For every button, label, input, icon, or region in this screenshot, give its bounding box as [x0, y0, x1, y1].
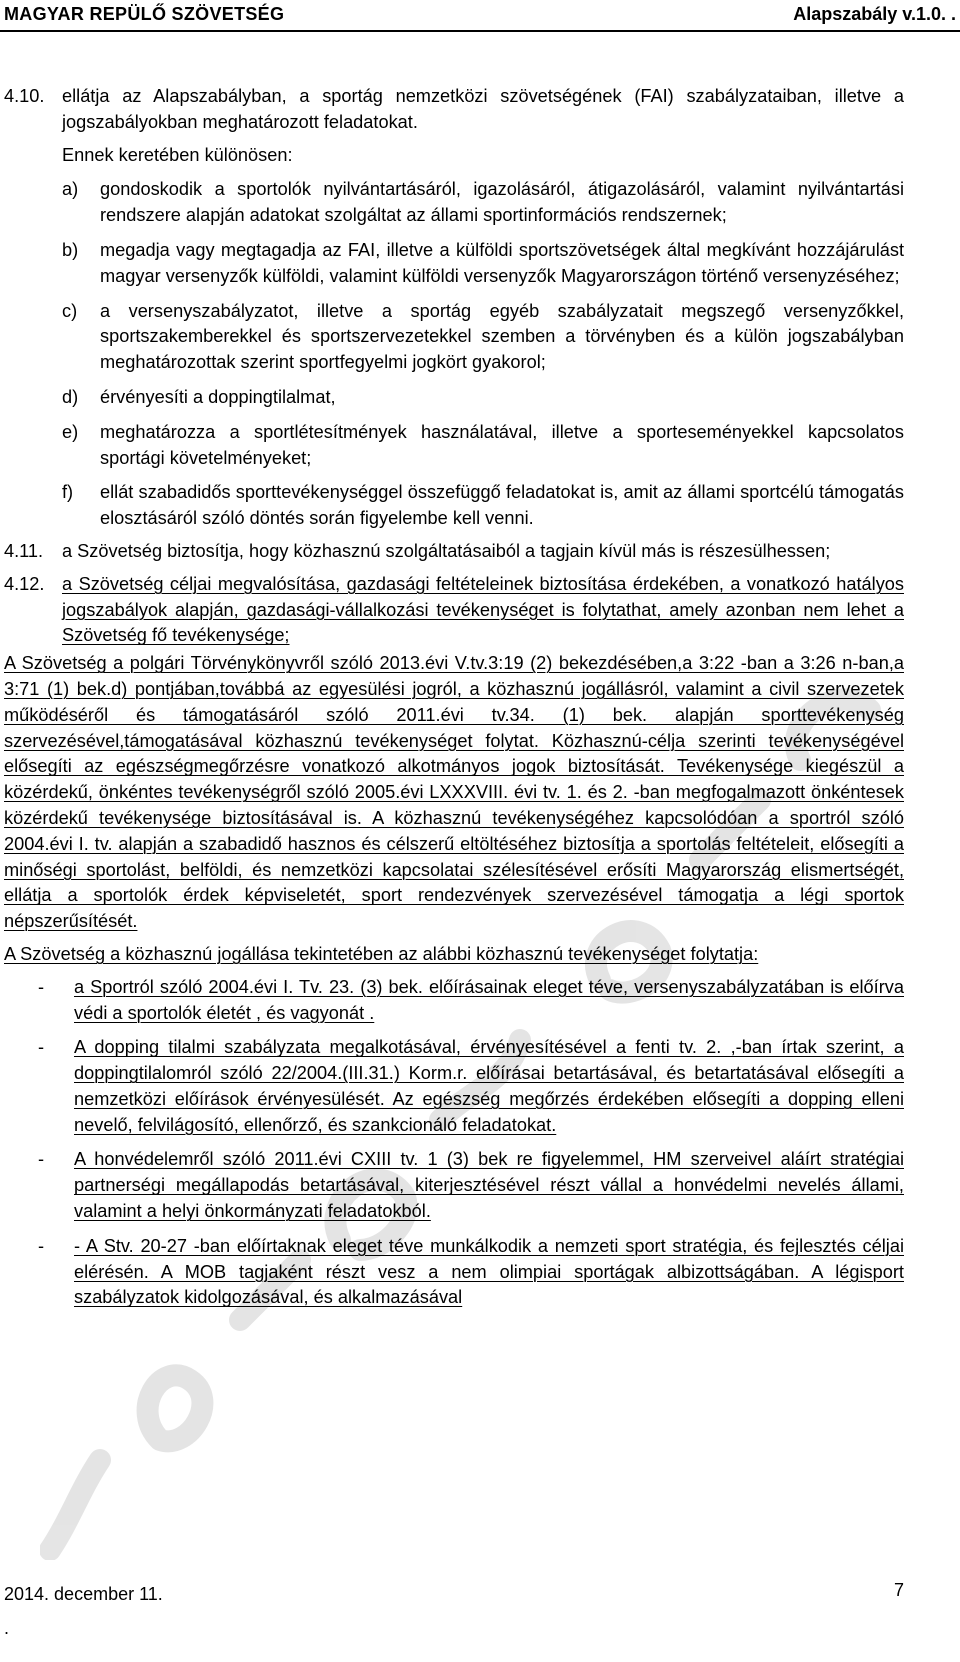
- header-dot: .: [950, 4, 956, 24]
- list-label: f): [62, 482, 74, 503]
- list-label: a): [62, 179, 79, 200]
- list-text: megadja vagy megtagadja az FAI, illetve a külföldi sportszövetségek által megkívánt hozzájárulást magyar versenyzők külföldi, valamint külföldi versenyzők Magyarországon történő versenyzéséhez;: [100, 239, 904, 286]
- list-item-a: [4, 177, 904, 229]
- list-item-c: [4, 299, 904, 376]
- list-item-b: [4, 238, 904, 290]
- dash-bullet: -: [38, 1037, 45, 1058]
- list-label: d): [62, 386, 79, 407]
- list-item-f: [4, 480, 904, 532]
- list-text: a versenyszabályzatot, illetve a sportág egyéb szabályzatait megszegő versenyzőkkel, sportszakemberekkel és sportszervezetekkel szemben a törvényben és a külön jogszabályban meghatározottak szerint sportfegyelmi jogkört gyakorol;: [100, 300, 904, 373]
- section-4-12: [4, 572, 904, 649]
- section-text: a Szövetség céljai megvalósítása, gazdasági feltételeinek biztosítása érdekében, a vonatkozó hatályos jogszabályok alapján, gazdasági-vállalkozási tevékenységet is folytathat, amely azonban nem lehet a Szövetség fő tevékenysége;: [62, 573, 904, 646]
- header-document-version: Alapszabály v.1.0.: [793, 4, 946, 24]
- list-label: c): [62, 300, 78, 321]
- footer-date: 2014. december 11.: [4, 1584, 163, 1604]
- section-text: ellátja az Alapszabályban, a sportág nemzetközi szövetségének (FAI) szabályzataiban, illetve a jogszabályokban meghatározott feladatokat.: [62, 86, 904, 132]
- section-number: 4.10.: [4, 86, 45, 106]
- section-intro: Ennek keretében különösen:: [62, 144, 293, 165]
- list-text: érvényesíti a doppingtilalmat,: [100, 386, 336, 407]
- dash-text: A honvédelemről szóló 2011.évi CXIII tv. 1 (3) bek re figyelemmel, HM szerveivel aláírt stratégiai partnerségi megállapodás betartásával, kiterjesztésével részt vállal a honvédelmi nevelés állami, valamint a helyi önkormányzati feladatokból.: [74, 1149, 904, 1222]
- list-text: meghatározza a sportlétesítmények használatával, illetve a sporteseményekkel kapcsolatos sportági követelményeket;: [100, 421, 904, 468]
- document-body: [4, 84, 904, 1311]
- dash-item: [4, 1035, 904, 1138]
- section-4-11: [4, 539, 904, 565]
- public-benefit-paragraph: A Szövetség a polgári Törvénykönyvről szóló 2013.évi V.tv.3:19 (2) bekezdésében,a 3:22 -ban a 3:26 n-ban,a 3:71 (1) bek.d) pontjában,továbbá az egyesülési jogról, a közhasznú jogállásról, valamint a civil szervezetek működéséről és támogatásáról szóló 2011.évi tv.34. (1) bek. alapján sporttevékenység szervezésével,támogatásával közhasznú tevékenységet folytat. Közhasznú-célja szerinti tevékenységével elősegíti az egészségmegőrzésre vonatkozó alkotmányos jogok biztosítását. Tevékenysége kiegészül a közérdekű, önkéntes tevékenységről szóló 2005.évi LXXXVIII. évi tv. 1. és 2. -ban megfogalmazott önkéntesek közérdekű tevékenysége biztosításával is. A közhasznú tevékenységéhez kapcsolódóan a sportról szóló 2004.évi I. tv. alapján a szabadidő hasznos és célszerű eltöltéséhez biztosítja a sportolás feltételeit, elősegíti a minőségi sportolást, belföldi, és nemzetközi kapcsolatai szélesítésével erősíti Magyarország elismertségét, ellátja a sportolók érdek képviseletét, sport rendezvények szervezésével támogatja a légi sportok népszerűsítését.: [4, 653, 904, 932]
- list-label: e): [62, 421, 79, 442]
- header-organization: MAGYAR REPÜLŐ SZÖVETSÉG: [4, 4, 285, 24]
- dash-item: [4, 1147, 904, 1224]
- dash-text: A dopping tilalmi szabályzata megalkotásával, érvényesítésével a fenti tv. 2. ,-ban írtak szerint, a doppingtilalomról szóló 22/2004.(III.31.) Korm.r. előírásai betartásával, és betartatásával elősegíti a nemzetközi előírások érvényesülését. Az egészség megőrzés érdekében elősegíti a dopping elleni nevelő, felvilágosító, ellenőrző, és szankcionáló feladatokat.: [74, 1037, 904, 1135]
- section-number: 4.12.: [4, 573, 45, 594]
- footer-dot: .: [4, 1618, 10, 1638]
- dash-text: a Sportról szóló 2004.évi I. Tv. 23. (3) bek. előírásainak eleget téve, versenyszabályzatában is előírva védi a sportolók életét , és vagyonát .: [74, 976, 904, 1023]
- section-4-10: [4, 84, 904, 136]
- dash-bullet: -: [38, 1235, 45, 1256]
- public-benefit-intro: A Szövetség a közhasznú jogállása tekintetében az alábbi közhasznú tevékenységet folytatja:: [4, 943, 759, 964]
- list-item-d: [4, 385, 904, 411]
- list-label: b): [62, 239, 79, 260]
- list-text: ellát szabadidős sporttevékenységgel összefüggő feladatokat is, amit az állami sportcélú támogatás elosztásáról szóló döntés során figyelembe kell venni.: [100, 482, 904, 529]
- list-item-e: [4, 420, 904, 472]
- section-text: a Szövetség biztosítja, hogy közhasznú szolgáltatásaiból a tagjain kívül más is részesülhessen;: [62, 540, 831, 561]
- dash-bullet: -: [38, 1149, 45, 1170]
- dash-text: - A Stv. 20-27 -ban előírtaknak eleget téve munkálkodik a nemzeti sport stratégia, és fejlesztés céljai elérésén. A MOB tagjaként részt vesz a nem olimpiai sportágak albizottságában. A légisport szabályzatok kidolgozásával, és alkalmazásával: [74, 1235, 904, 1308]
- section-number: 4.11.: [4, 540, 44, 561]
- page-header: [0, 0, 960, 38]
- dash-bullet: -: [38, 976, 45, 997]
- dash-item: [4, 1234, 904, 1311]
- dash-item: [4, 975, 904, 1027]
- header-rule: [0, 30, 960, 32]
- list-text: gondoskodik a sportolók nyilvántartásáról, igazolásáról, átigazolásáról, valamint nyilvántartási rendszere alapján adatokat szolgáltat az állami sportinformációs rendszernek;: [100, 179, 904, 226]
- page-number: 7: [893, 1580, 904, 1600]
